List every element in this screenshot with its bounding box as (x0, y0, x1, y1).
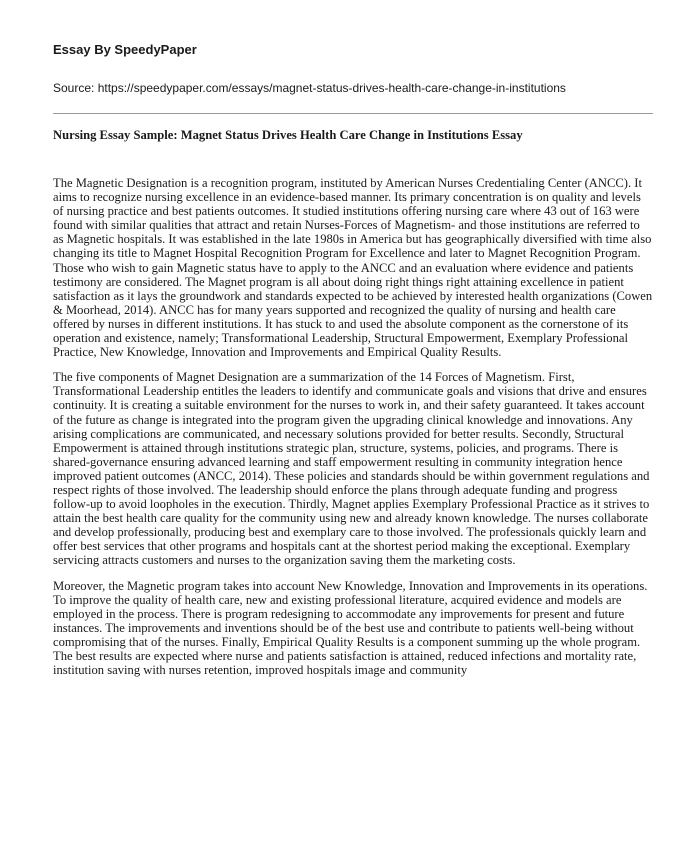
header-divider (53, 113, 653, 114)
site-title: Essay By SpeedyPaper (53, 42, 197, 57)
essay-title: Nursing Essay Sample: Magnet Status Drives Health Care Change in Institutions Essay (53, 128, 523, 142)
essay-paragraph: Moreover, the Magnetic program takes into account New Knowledge, Innovation and Improvements in its operations. To improve the quality of health care, new and existing professional literature, acquired evidence and models are employed in the process. There is program redesigning to accommodate any improvements for present and future instances. The improvements and inventions should be of the best use and contribute to patients well-being without compromising that of the nurses. Finally, Empirical Quality Results is a component summing up the whole program. The best results are expected where nurse and patients satisfaction is attained, reduced infections and mortality rate, institution saving with nurses retention, improved hospitals image and community (53, 578, 648, 678)
source-line: Source: https://speedypaper.com/essays/magnet-status-drives-health-care-change-in-institutions (53, 81, 566, 95)
essay-body (53, 176, 653, 677)
essay-paragraph: The five components of Magnet Designation are a summarization of the 14 Forces of Magnetism. First, Transformational Leadership entitles the leaders to identify and communicate goals and visions that drive and ensures continuity. It is creating a suitable environment for the nurses to work in, and their safety guaranteed. It takes account of the future as change is integrated into the program given the upgrading clinical knowledge and innovations. Any arising complications are communicated, and necessary solutions provided for better results. Secondly, Structural Empowerment is attained through institutions strategic plan, structure, systems, policies, and programs. There is shared-governance ensuring advanced learning and staff empowerment resulting in community integration hence improved patient outcomes (ANCC, 2014). These policies and standards should be within government regulations and respect rights of those involved. The leadership should enforce the plans through adequate funding and progress follow-up to avoid loopholes in the execution. Thirdly, Magnet applies Exemplary Professional Practice as it strives to attain the best health care quality for the community using new and already known knowledge. The nurses collaborate and develop professionally, producing best and exemplary care to those involved. The professionals quickly learn and offer best services that other programs and hospitals cant at the shortest period making the exceptional. Exemplary servicing attracts customers and nurses to the organization saving them the marketing costs. (53, 370, 650, 568)
essay-paragraph: The Magnetic Designation is a recognition program, instituted by American Nurses Credentialing Center (ANCC). It aims to recognize nursing excellence in an evidence-based manner. Its primary concentration is on quality and levels of nursing practice and best patients outcomes. It studied institutions offering nursing care where 43 out of 163 were found with similar qualities that attract and retain Nurses-Forces of Magnetism- and those institutions are referred to as Magnetic hospitals. It was established in the late 1980s in America but has geographically diversified with time also changing its title to Magnet Hospital Recognition Program for Excellence and later to Magnet Recognition Program. Those who wish to gain Magnetic status have to apply to the ANCC and an evaluation where evidence and patients testimony are considered. The Magnet program is all about doing right things right attaining excellence in patient satisfaction as it lays the groundwork and standards expected to be achieved by interested health organizations (Cowen & Moorhead, 2014). ANCC has for many years supported and recognized the quality of nursing and health care offered by nurses in different institutions. It has stuck to and used the absolute component as the cornerstone of its operation and existence, namely; Transformational Leadership, Structural Empowerment, Exemplary Professional Practice, New Knowledge, Innovation and Improvements and Empirical Quality Results. (53, 176, 653, 360)
